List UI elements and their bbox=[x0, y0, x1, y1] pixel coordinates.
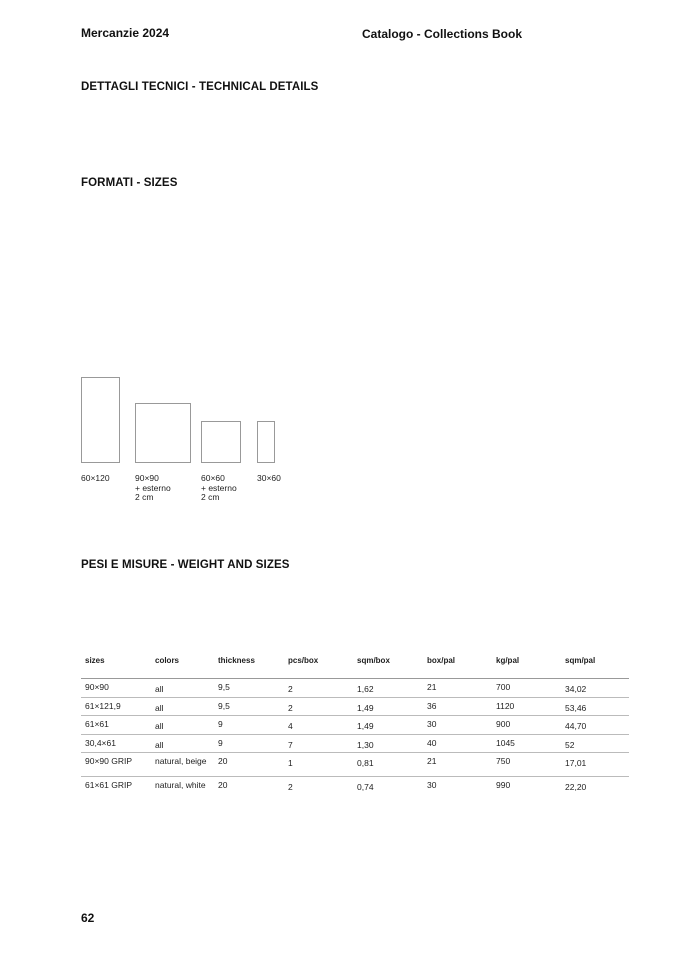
table-row bbox=[81, 697, 629, 716]
format-label-line: 60×60 bbox=[201, 473, 225, 483]
table-row bbox=[81, 777, 629, 803]
table-cell: 4 bbox=[284, 716, 353, 735]
table-cell: 21 bbox=[423, 679, 492, 698]
column-header: pcs/box bbox=[284, 656, 353, 679]
table-cell: all bbox=[151, 734, 214, 753]
table-cell: 53,46 bbox=[561, 697, 629, 716]
table-cell: 1,49 bbox=[353, 716, 423, 735]
table-cell: 20 bbox=[218, 780, 228, 790]
table-cell: 9 bbox=[214, 716, 284, 735]
table-cell: 1,62 bbox=[353, 679, 423, 698]
format-label-60x120 bbox=[81, 474, 110, 484]
table-cell: 40 bbox=[423, 734, 492, 753]
format-label-line: 90×90 bbox=[135, 473, 159, 483]
table-cell: 30 bbox=[423, 716, 492, 735]
column-header: kg/pal bbox=[492, 656, 561, 679]
column-header: colors bbox=[151, 656, 214, 679]
table-cell: 2 bbox=[284, 679, 353, 698]
table-cell: 9,5 bbox=[214, 697, 284, 716]
table-cell: all bbox=[151, 679, 214, 698]
format-label-30x60 bbox=[257, 474, 281, 484]
table-cell: 0,81 bbox=[353, 753, 423, 777]
table-cell: 36 bbox=[423, 697, 492, 716]
table-cell: 1120 bbox=[492, 697, 561, 716]
table-cell: 900 bbox=[492, 716, 561, 735]
table-cell: 1 bbox=[284, 753, 353, 777]
table-cell: 61×121,9 bbox=[81, 697, 151, 716]
table-header-row bbox=[81, 656, 629, 679]
tile-60x120 bbox=[81, 377, 120, 463]
table-cell: 30 bbox=[427, 780, 437, 790]
table-cell: 2 bbox=[288, 782, 293, 792]
tile-90x90 bbox=[135, 403, 191, 463]
format-label-line: + esterno bbox=[201, 482, 237, 493]
table-cell: 90×90 GRIP bbox=[81, 753, 151, 777]
table-row bbox=[81, 679, 629, 698]
table-cell: natural, white bbox=[155, 780, 206, 790]
format-label-90x90 bbox=[135, 474, 171, 503]
header-left-title: Mercanzie 2024 bbox=[81, 26, 170, 40]
table-cell: all bbox=[151, 697, 214, 716]
column-header: sizes bbox=[81, 656, 151, 679]
table-cell: 9 bbox=[214, 734, 284, 753]
format-label-line: 2 cm bbox=[135, 492, 154, 502]
column-header: sqm/pal bbox=[561, 656, 629, 679]
format-label-line: + esterno bbox=[135, 482, 171, 493]
weights-table bbox=[81, 656, 629, 803]
table-cell: 21 bbox=[423, 753, 492, 777]
table-cell: 34,02 bbox=[561, 679, 629, 698]
page-number: 62 bbox=[81, 911, 95, 925]
section-weights-title: PESI E MISURE - WEIGHT AND SIZES bbox=[81, 559, 290, 571]
table-cell: 750 bbox=[492, 753, 561, 777]
column-header: sqm/box bbox=[353, 656, 423, 679]
table-cell: 90×90 bbox=[81, 679, 151, 698]
table-cell: 22,20 bbox=[565, 782, 587, 792]
format-label-line: 2 cm bbox=[201, 492, 220, 502]
table-cell: all bbox=[151, 716, 214, 735]
table-cell: 1,49 bbox=[353, 697, 423, 716]
table-row bbox=[81, 753, 629, 777]
table-cell: 700 bbox=[492, 679, 561, 698]
table-cell: 0,74 bbox=[357, 782, 374, 792]
table-cell: 1045 bbox=[492, 734, 561, 753]
table-cell: 2 bbox=[284, 697, 353, 716]
table-cell: 990 bbox=[496, 780, 511, 790]
format-label-60x60 bbox=[201, 474, 237, 503]
table-row bbox=[81, 734, 629, 753]
table-cell: 1,30 bbox=[353, 734, 423, 753]
header-right-title: Catalogo - Collections Book bbox=[362, 27, 523, 41]
table-cell: 9,5 bbox=[214, 679, 284, 698]
table-cell: 61×61 bbox=[81, 716, 151, 735]
format-label-line: 30×60 bbox=[257, 473, 281, 483]
table-cell: 17,01 bbox=[561, 753, 629, 777]
section-sizes-title: FORMATI - SIZES bbox=[81, 177, 178, 189]
tile-30x60 bbox=[257, 421, 275, 463]
section-technical-title: DETTAGLI TECNICI - TECHNICAL DETAILS bbox=[81, 81, 319, 93]
table-cell: 52 bbox=[561, 734, 629, 753]
table-cell: 7 bbox=[284, 734, 353, 753]
table-cell: 20 bbox=[214, 753, 284, 777]
tile-60x60 bbox=[201, 421, 241, 463]
table-cell: natural, beige bbox=[151, 753, 214, 777]
column-header: box/pal bbox=[423, 656, 492, 679]
table-cell: 30,4×61 bbox=[81, 734, 151, 753]
table-cell: 44,70 bbox=[561, 716, 629, 735]
table-cell: 61×61 GRIP bbox=[85, 780, 133, 790]
column-header: thickness bbox=[214, 656, 284, 679]
format-label-line: 60×120 bbox=[81, 473, 110, 483]
table-row bbox=[81, 716, 629, 735]
